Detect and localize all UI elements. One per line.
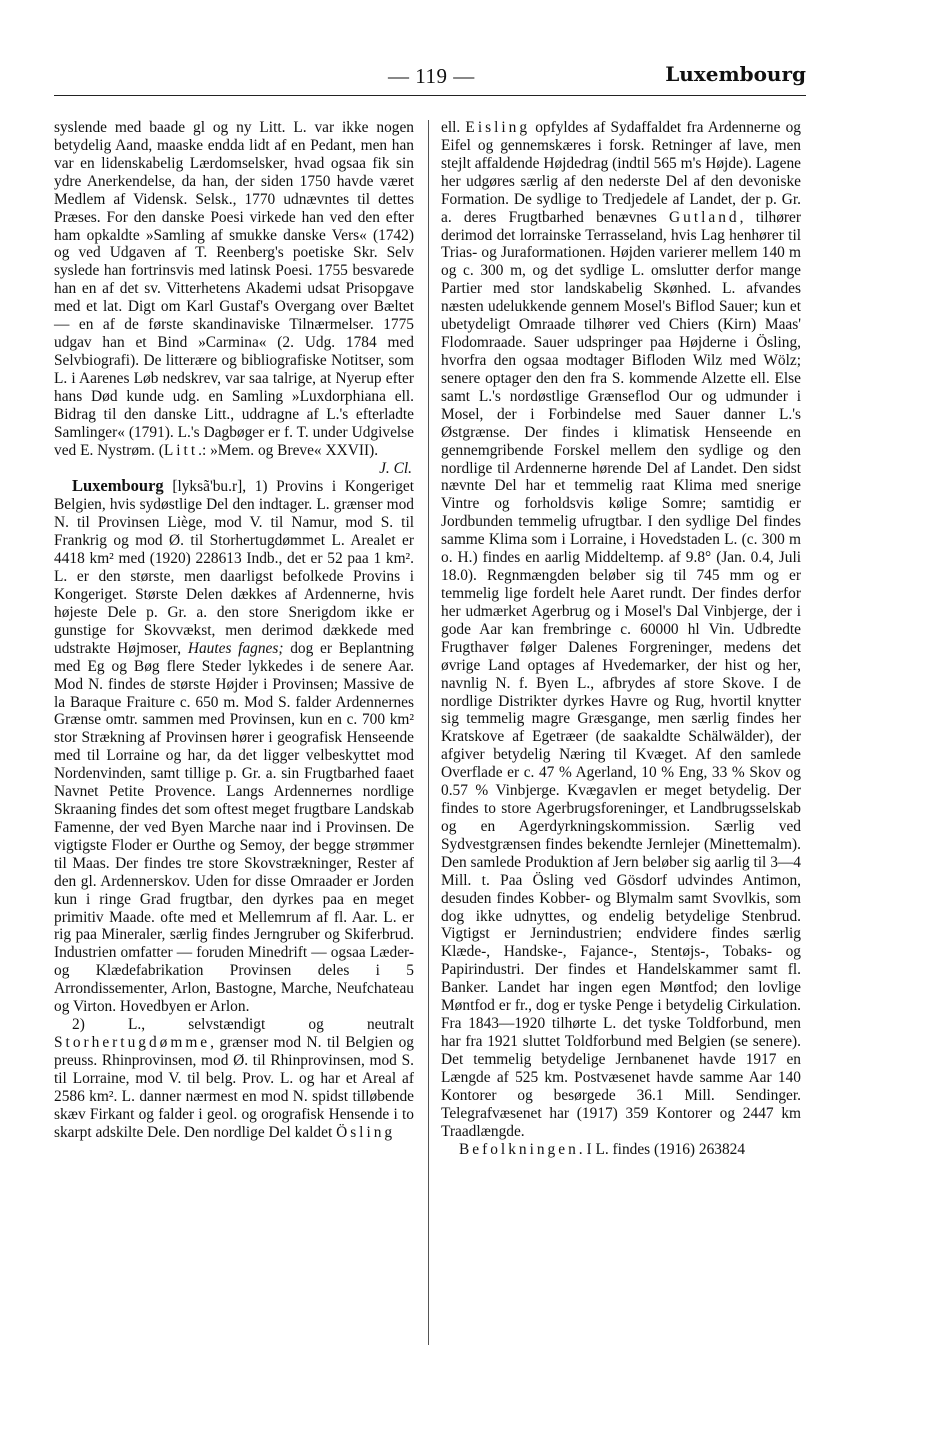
running-head: Luxembourg	[665, 62, 806, 86]
spaced-term: Befolkningen	[459, 1140, 579, 1158]
right-column	[441, 119, 801, 1158]
paragraph-luxdorph-end	[54, 119, 414, 460]
header-rule	[54, 95, 806, 96]
paragraph-grand-duchy	[54, 1016, 414, 1141]
page-number: — 119 —	[388, 64, 475, 88]
paragraph-geography	[441, 119, 801, 1141]
text: , grænser mod N. til Belgien og preuss. Rhinprovinsen, mod Ø. til Rhinprovinsen, mod S. til Lorraine, mod V. til belg. Prov. L. og har et Areal af 2586 km². L. danner nærmest en mod N. spidst tilløbende skæv Firkant og falder i geol. og orografisk Hensende i to skarpt adskilte Dele. Den nordlige Del kaldet	[54, 1034, 414, 1141]
text: ell.	[441, 119, 466, 136]
text: opfyldes af Sydaffaldet fra Ardennerne og Eifel og gennemskæres i forsk. Retninger af lave, men stejlt affaldende Højdedrag (indtil 565 m's Højde). Lagene her udgøres særlig af den nederste Del af den devoniske Formation. De sydlige to Tredjedele af Landet, der p. Gr. a. deres Frugtbarhed benævnes	[441, 119, 801, 226]
page-header	[0, 58, 928, 94]
text: dog er Beplantning med Eg og Bøg flere Steder lykkedes i de senere Aar. Mod N. findes de største Højder i Provinsen; Massive de la Baraque Fraiture c. 650 m. Mod S. falder Ardennernes Grænse omtr. sammen med Provinsen, kun en c. 700 km² stor Strækning af Provinsen hører i geografisk Henseende med til Lorraine og har, da det ligger velbeskyttet mod Nordenvinden, samt tillige p. Gr. a. sin Frugtbarhed faaet Navnet Petite Provence. Langs Ardennernes nordlige Skraaning findes det som oftest meget frugtbare Landskab Famenne, der ved Byen Marche naar ind i Provinsen. De vigtigste Floder er Ourthe og Semoy, der begge strømmer til Maas. Der findes tre store Skovstrækninger, Rester af den gl. Ardennerskov. Uden for disse Omraader er Jorden kun i ringe Grad frugtbar, den dyrkes paa en meget primitiv Maade. ofte med et Mellemrum af fl. Aar. L. er rig paa Mineraler, særlig findes Jerngruber og Skiferbrud. Industrien omfatter — foruden Minedrift — ogsaa Læder- og Klædefabrikation Provinsen deles i 5 Arrondissementer, Arlon, Bastogne, Marche, Neufchateau og Virton. Hovedbyen er Arlon.	[54, 639, 414, 1016]
column-divider	[428, 120, 429, 1345]
spaced-term: Storhertugdømme	[54, 1034, 211, 1052]
text: syslende med baade gl og ny Litt. L. var ikke nogen betydelig Aand, maaske endda lidt af en Pedant, men han var en lidenskabelig Lærdomselsker, hvad ogsaa fik sin ydre Anerkendelse, da han, der siden 1750 havde været Medlem af Vidensk. Selsk., 1770 udnævntes til dettes Præses. For den danske Poesi virkede han ved den efter ham opkaldte »Samling af smukke danske Vers« (1742) og ved Udgaven af T. Reenberg's poetiske Skr. Selv syslede han fortrinsvis med latinsk Poesi. 1755 besvarede han en af det sv. Vitterhetens Akademi udsat Prisopgave med et lat. Digt om Karl Gustaf's Overgang over Bæltet — en af de første skandinaviske Tilnærmelser. 1775 udgav han et Bind »Carmina« (2. Udg. 1784 med Selvbiografi). De litterære og bibliografiske Notitser, som L. i Aarenes Løb nedskrev, var saa talrige, at Nyerup efter hans Død kunde udg. en Samling »Luxdorphiana ell. Bidrag til den danske Litt., uddragne af L.'s efterladte Samlinger« (1791). L.'s Dagbøger er f. T. under Udgivelse ved E. Nystrøm. (	[54, 119, 414, 459]
spaced-term: Eisling	[465, 119, 531, 136]
paragraph-population	[441, 1141, 801, 1159]
text: .: »Mem. og Breve« XXVII).	[198, 441, 379, 459]
text: [lyksã'bu.r], 1) Provins i Kongeriget Belgien, hvis sydøstlige Del den indtager. L. grænser mod N. til Provinsen Liège, mod V. til Namur, mod S. til Frankrig og mod Ø. til Storhertugdømmet L. Arealet er 4418 km² med (1920) 228613 Indb., det er 52 paa 1 km². L. er den største, men daarligst befolkede Provins i Kongeriget. Største Delen dækkes af Ardennerne, hvis højeste Dele p. Gr. a. den store Snerigdom ikke er gunstige for Skovvækst, men derimod dækkede med udstrakte Højmoser,	[54, 478, 414, 657]
author-signature: J. Cl.	[379, 459, 412, 477]
text: 2) L., selvstændigt og neutralt	[72, 1016, 414, 1034]
italic-term: Hautes fagnes;	[187, 639, 284, 657]
litt-label: Litt	[163, 441, 199, 459]
text: , tilhører derimod det lorrainske Terrasseland, hvis Lag henhører til Trias- og Juraformationen. Højden varierer mellem 140 m og c. 300 m, og det sydlige L. omslutter derfor mange Partier med stor landskabelig Skønhed. L. afvandes næsten udelukkende gennem Mosel's Biflod Sauer; kun et ubetydeligt Omraade tilhører ved Chiers (Kirn) Maas' Flodomraade. Sauer udspringer paa Højderne i Ösling, hvorfra den ogsaa modtager Bifloden Wilz med Wölz; senere optager den den fra S. kommende Alzette ell. Else samt L.'s nordøstlige Grænseflod Our og udmunder i Mosel, der i Forbindelse med Sauer danner L.'s Østgrænse. Der findes i klimatisk Henseende en gennemgribende Forskel mellem den sydlige og den nordlige til Ardennerne hørende Del af Landet. Den sidst nævnte Del har et temmelig raat Klima med snerige Vintre og forholdsvis kølige Somre; samtidig er Jordbunden temmelig ufrugtbar. I den sydlige Del findes samme Klima som i Lorraine, i Hovedstaden L. (c. 300 m o. H.) findes en aarlig Middeltemp. af 9.8° (Jan. 0.4, Juli 18.0). Regnmængden beløber sig til 745 mm og er temmelig lige fordelt hele Aaret rundt. Der findes derfor her udmærket Agerbrug og i Mosel's Dal Vinbjerge, der i gode Aar kan frembringe c. 60000 hl Vin. Udbredte Frugthaver følger Dalenes Forgreninger, medens det øvrige Land optages af Hvedemarker, der hist og her, navnlig N. f. Byen L., afbrydes af store Skove. I de nordlige Distrikter dyrkes Havre og Rug, hvortil knytter sig temmelig magre Græsgange, men særlig findes her Kratskove af Egetræer (de saakaldte Schälwälder), der afgiver betydelig Næring til Kvæget. Af den samlede Overflade er c. 47 % Agerland, 10 % Eng, 33 % Skov og 0.57 % Vinbjerge. Kvægavlen er meget betydelig. Der findes to store Agerbrugsforeninger, et Landbrugsselskab og en Agerdyrkningskommission. Særlig ved Sydvestgrænsen findes bekendte Jernlejer (Minettemalm). Den samlede Produktion af Jern beløber sig aarlig til 3—4 Mill. t. Paa Ösling ved Gösdorf udvindes Antimon, desuden findes Kobber- og Blymalm samt Svovlkis, som dog ikke udnyttes, og endelig betydelige Stenbrud. Vigtigst er Jernindustrien; endvidere findes særlig Klæde-, Handske-, Fajance-, Stentøjs-, Tobaks- og Papirindustri. Der findes et Handelskammer samt fl. Banker. Landet har ingen egen Møntfod; den lovlige Møntfod er fr., dog er tyske Penge i betydelig Cirkulation. Fra 1843—1920 tilhørte L. det tyske Toldforbund, men har fra 1921 sluttet Toldforbund med Belgien (se senere). Det temmelig betydelige Jernbanenet havde 1917 en Længde af 525 km. Postvæsenet havde samme Aar 140 Kontorer og besørgede 36.1 Mill. Sendinger. Telegrafvæsenet har (1917) 359 Kontorer og 2447 km Traadlængde.	[441, 208, 801, 1140]
paragraph-luxembourg-province	[54, 477, 414, 1016]
headword: Luxembourg	[72, 476, 164, 496]
spaced-term: Ösling	[336, 1123, 396, 1141]
spaced-term: Gutland	[669, 208, 740, 226]
left-column	[54, 119, 414, 1142]
text: . I L. findes (1916) 263824	[578, 1140, 746, 1158]
